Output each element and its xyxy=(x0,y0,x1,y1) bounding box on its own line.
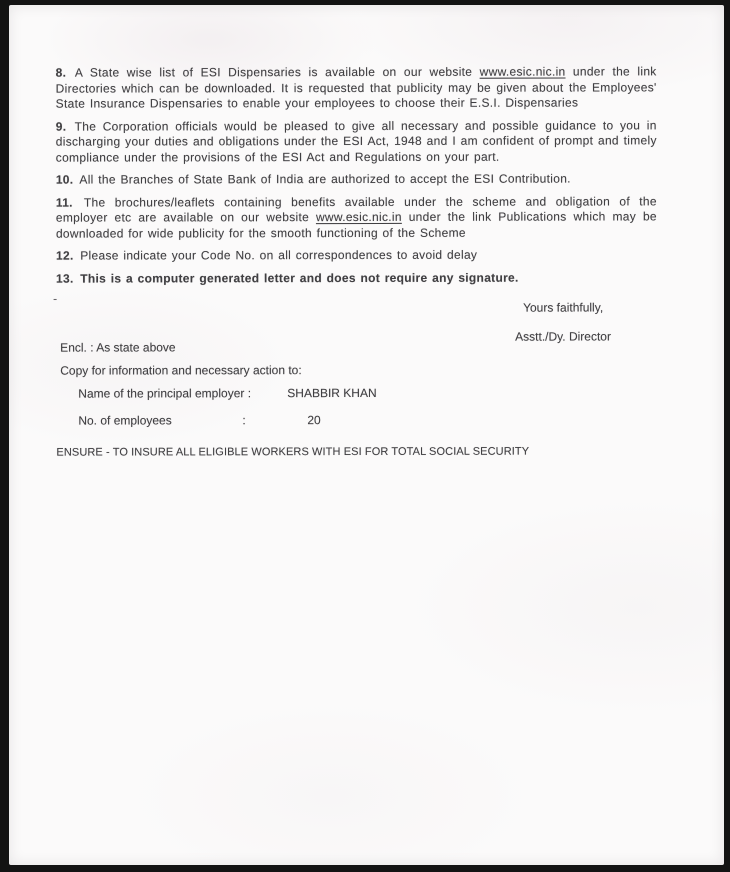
employee-count-colon: : xyxy=(242,413,246,428)
paragraph-12-number: 12. xyxy=(55,248,74,263)
esic-website-link: www.esic.nic.in xyxy=(315,209,402,225)
paragraph-11-text-cont: under the link Publications which may be downloaded for wide publicity for the smooth functioning of the Scheme xyxy=(55,209,657,241)
signatory-designation: Asstt./Dy. Director xyxy=(515,329,611,344)
employee-count-value: 20 xyxy=(307,413,321,428)
letter-content xyxy=(53,64,658,461)
paragraph-12 xyxy=(56,247,657,264)
paragraph-13-text: This is a computer generated letter and does not require any signature. xyxy=(80,270,519,286)
employee-count-label: No. of employees xyxy=(78,413,172,428)
enclosure-note: Encl. : As state above xyxy=(60,340,176,355)
esi-slogan-footer: ENSURE - TO INSURE ALL ELIGIBLE WORKERS WITH ESI FOR TOTAL SOCIAL SECURITY xyxy=(56,445,530,459)
principal-employer-colon: : xyxy=(247,386,252,401)
letter-paper xyxy=(9,5,724,865)
closing-salutation: Yours faithfully, xyxy=(523,300,604,315)
paragraph-8-number: 8. xyxy=(55,65,67,80)
paragraph-12-text: Please indicate your Code No. on all correspondences to avoid delay xyxy=(80,247,478,263)
esic-website-link: www.esic.nic.in xyxy=(479,64,566,79)
field-employee-count xyxy=(56,412,657,428)
copy-for-information-line: Copy for information and necessary action to: xyxy=(60,363,302,378)
signature-block xyxy=(53,291,657,382)
paragraph-9 xyxy=(56,118,657,166)
paragraph-9-number: 9. xyxy=(55,119,67,134)
paragraph-10-text: All the Branches of State Bank of India are authorized to accept the ESI Contribution. xyxy=(79,171,571,187)
paragraph-11-text: The brochures/leaflets containing benefits available under the scheme and obligation of the employer etc are available on our website xyxy=(55,193,657,225)
field-principal-employer xyxy=(56,385,657,401)
stray-dash-mark: - xyxy=(53,291,58,306)
paragraph-13 xyxy=(56,270,657,287)
paragraph-10 xyxy=(56,171,657,188)
paragraph-11 xyxy=(56,194,657,242)
paragraph-13-number: 13. xyxy=(56,271,74,286)
paragraph-8 xyxy=(56,64,657,112)
paragraph-8-text-cont: under the link Directories which can be downloaded. It is requested that publicity may be given about the Employees' State Insurance Dispensaries to enable your employees to choose their E.S.I. Dispensaries xyxy=(55,64,657,111)
paragraph-11-number: 11. xyxy=(55,195,73,210)
paragraph-10-number: 10. xyxy=(55,172,74,187)
principal-employer-value: SHABBIR KHAN xyxy=(287,385,377,401)
principal-employer-label: Name of the principal employer xyxy=(78,386,245,401)
paragraph-8-text: A State wise list of ESI Dispensaries is available on our website xyxy=(74,64,473,80)
paragraph-9-text: The Corporation officials would be pleased to give all necessary and possible guidance to you in discharging your duties and obligations under the ESI Act, 1948 and I am confident of prompt and timely compliance under the provisions of the ESI Act and Regulations on your part. xyxy=(55,117,657,165)
